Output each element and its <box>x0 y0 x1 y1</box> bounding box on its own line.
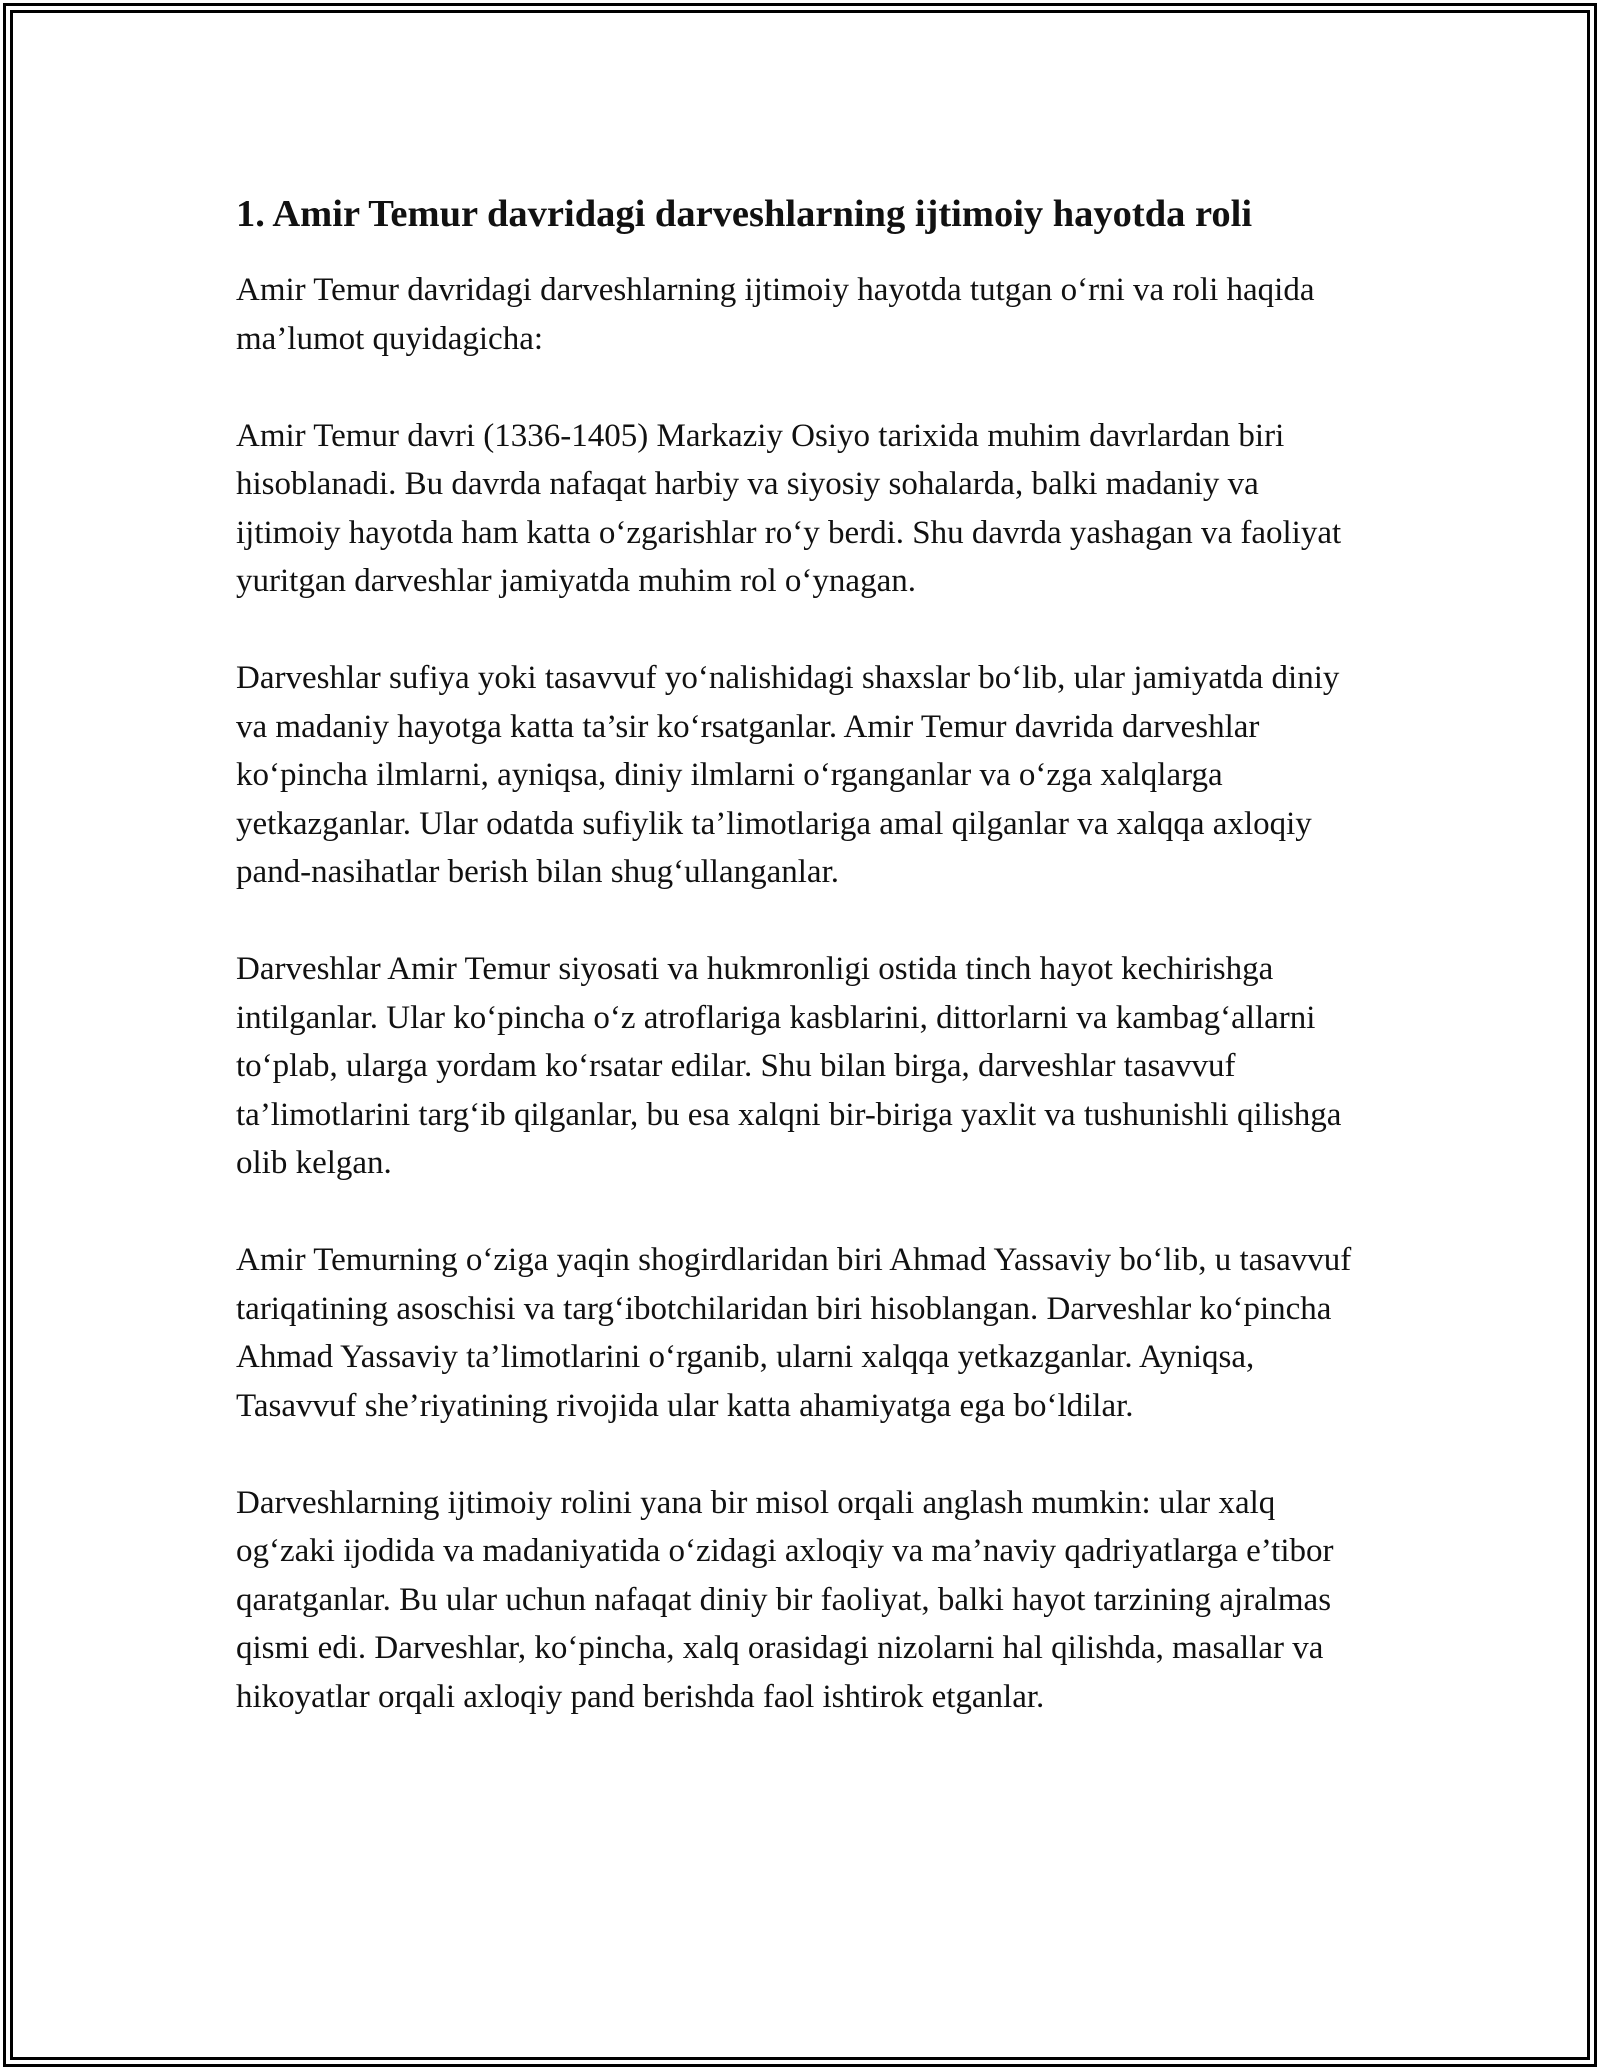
paragraph-dervish-life: Darveshlar Amir Temur siyosati va hukmronligi ostida tinch hayot kechirishga intilganlar. Ular ko‘pincha o‘z atroflariga kasblarini, dittorlarni va kambag‘allarni to‘plab, ularga yordam ko‘rsatar edilar. Shu bilan birga, darveshlar tasavvuf ta’limotlarini targ‘ib qilganlar, bu esa xalqni bir-biriga yaxlit va tushunishli qilishga olib kelgan. <box>236 951 1342 1181</box>
paragraph-dervish-definition: Darveshlar sufiya yoki tasavvuf yo‘nalishidagi shaxslar bo‘lib, ular jamiyatda diniy va madaniy hayotga katta ta’sir ko‘rsatganlar. Amir Temur davrida darveshlar ko‘pincha ilmlarni, ayniqsa, diniy ilmlarni o‘rganganlar va o‘zga xalqlarga yetkazganlar. Ular odatda sufiylik ta’limotlariga amal qilganlar va xalqqa axloqiy pand-nasihatlar berish bilan shug‘ullanganlar. <box>236 660 1340 890</box>
intro-paragraph: Amir Temur davridagi darveshlarning ijtimoiy hayotda tutgan o‘rni va roli haqida ma’lumot quyidagicha: <box>236 272 1315 357</box>
paragraph-era-overview: Amir Temur davri (1336-1405) Markaziy Osiyo tarixida muhim davrlardan biri hisoblanadi. Bu davrda nafaqat harbiy va siyosiy sohalarda, balki madaniy va ijtimoiy hayotda ham katta o‘zgarishlar ro‘y berdi. Shu davrda yashagan va faoliyat yuritgan darveshlar jamiyatda muhim rol o‘ynagan. <box>236 417 1342 599</box>
document-body <box>236 190 1366 1721</box>
paragraph-social-role: Darveshlarning ijtimoiy rolini yana bir misol orqali anglash mumkin: ular xalq og‘zaki ijodida va madaniyatida o‘zidagi axloqiy va ma’naviy qadriyatlarga e’tibor qaratganlar. Bu ular uchun nafaqat diniy bir faoliyat, balki hayot tarzining ajralmas qismi edi. Darveshlar, ko‘pincha, xalq orasidagi nizolarni hal qilishda, masallar va hikoyatlar orqali axloqiy pand berishda faol ishtirok etganlar. <box>236 1484 1334 1715</box>
paragraph-ahmad-yassaviy: Amir Temurning o‘ziga yaqin shogirdlaridan biri Ahmad Yassaviy bo‘lib, u tasavvuf tariqatining asoschisi va targ‘ibotchilaridan biri hisoblangan. Darveshlar ko‘pincha Ahmad Yassaviy ta’limotlarini o‘rganib, ularni xalqqa yetkazganlar. Ayniqsa, Tasavvuf she’riyatining rivojida ular katta ahamiyatga ega bo‘ldilar. <box>236 1242 1352 1424</box>
page-title: 1. Amir Temur davridagi darveshlarning ijtimoiy hayotda roli <box>236 193 1253 235</box>
